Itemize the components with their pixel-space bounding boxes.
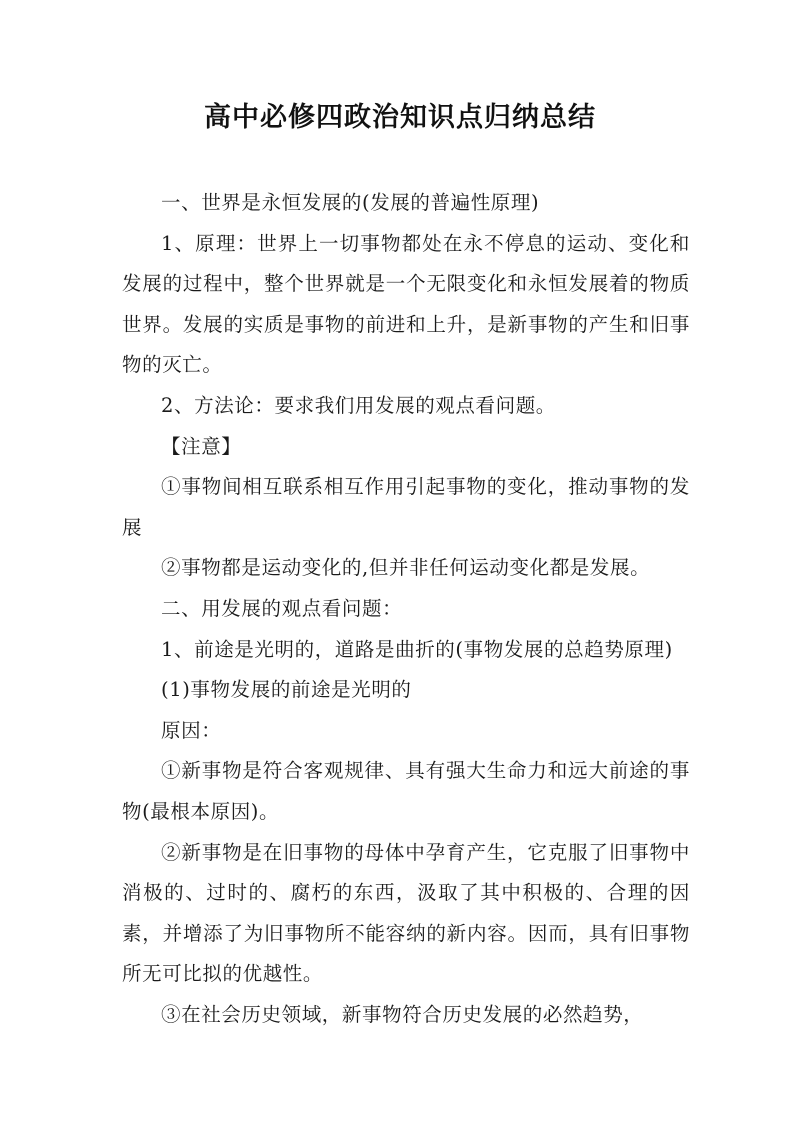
paragraph-trend-principle: 1、前途是光明的，道路是曲折的(事物发展的总趋势原理) [161, 637, 673, 661]
paragraph-principle: 1、原理：世界上一切事物都处在永不停息的运动、变化和发展的过程中，整个世界就是一个无限变化和永恒发展着的物质世界。发展的实质是事物的前进和上升，是新事物的产生和旧事物的灭亡。 [122, 231, 690, 377]
document-body [122, 183, 690, 1035]
reason-item-2: ②新事物是在旧事物的母体中孕育产生，它克服了旧事物中消极的、过时的、腐朽的东西，汲取了其中积极的、合理的因素，并增添了为旧事物所不能容纳的新内容。因而，具有旧事物所无可比拟的优越性。 [122, 840, 690, 986]
reason-label: 原因： [161, 718, 222, 742]
reason-item-3: ③在社会历史领域，新事物符合历史发展的必然趋势， [161, 1002, 644, 1026]
section-heading-2: 二、用发展的观点看问题： [161, 596, 403, 620]
note-heading: 【注意】 [161, 434, 242, 458]
section-heading-1: 一、世界是永恒发展的(发展的普遍性原理) [161, 191, 540, 214]
subheading-bright-future: (1)事物发展的前途是光明的 [161, 678, 412, 702]
document-title: 高中必修四政治知识点归纳总结 [204, 102, 596, 133]
note-item-1: ①事物间相互联系相互作用引起事物的变化，推动事物的发展 [122, 475, 690, 539]
note-item-2: ②事物都是运动变化的,但并非任何运动变化都是发展。 [161, 556, 651, 580]
paragraph-methodology: 2、方法论：要求我们用发展的观点看问题。 [161, 393, 556, 417]
reason-item-1: ①新事物是符合客观规律、具有强大生命力和远大前途的事物(最根本原因)。 [122, 759, 690, 823]
